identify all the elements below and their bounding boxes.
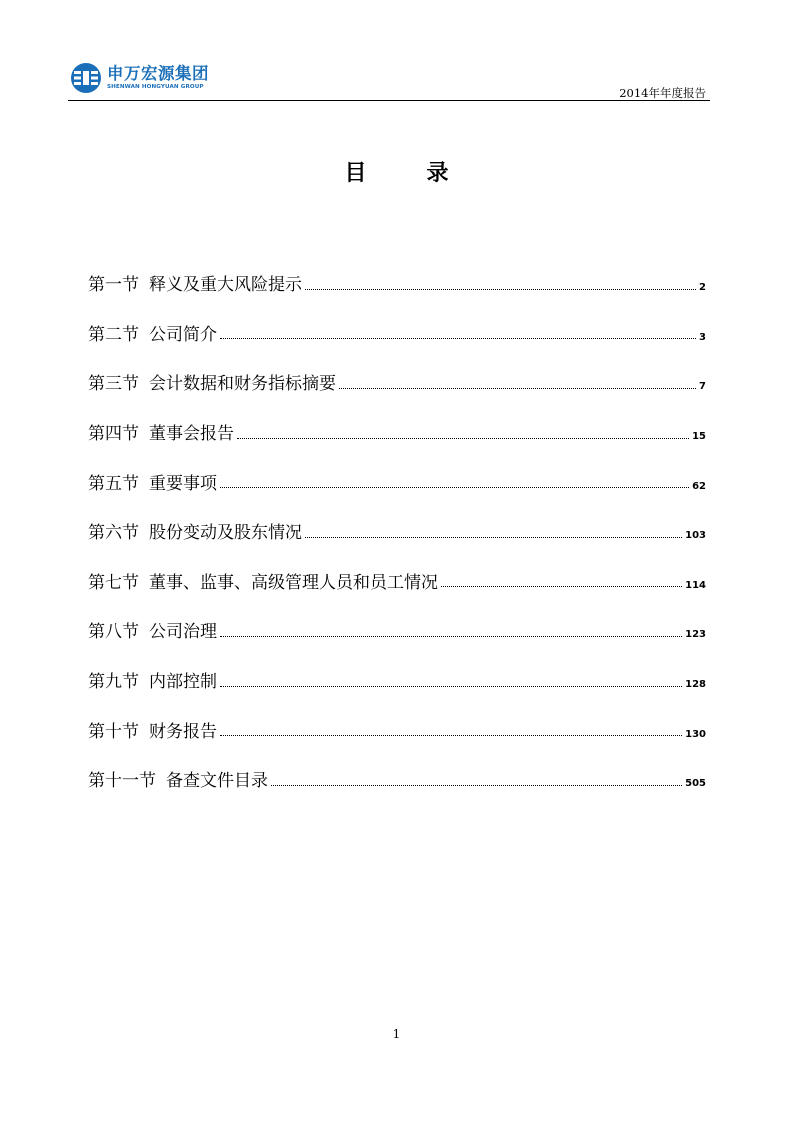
toc-entry-label: [88, 320, 217, 345]
table-of-contents: [88, 258, 706, 804]
toc-entry[interactable]: [88, 556, 706, 606]
toc-entry-label: [88, 270, 302, 295]
toc-section: 第八节: [88, 622, 139, 643]
toc-title: 备查文件目录: [166, 771, 268, 792]
toc-leader-dots: [305, 288, 696, 290]
toc-leader-dots: [220, 635, 682, 637]
toc-section: 第十一节: [88, 771, 156, 792]
toc-section: 第五节: [88, 473, 139, 494]
toc-page-number: 62: [692, 480, 706, 492]
toc-entry[interactable]: [88, 258, 706, 308]
toc-leader-dots: [237, 437, 689, 439]
toc-leader-dots: [220, 734, 682, 736]
page-title: 目录: [344, 161, 509, 186]
toc-title: 股份变动及股东情况: [149, 523, 302, 544]
toc-section: 第四节: [88, 424, 139, 445]
toc-section: 第九节: [88, 672, 139, 693]
toc-title: 内部控制: [149, 672, 217, 693]
toc-leader-dots: [271, 784, 682, 786]
toc-section: 第三节: [88, 374, 139, 395]
toc-page-number: 15: [692, 431, 706, 443]
toc-page-number: 130: [685, 728, 706, 740]
toc-page-number: 123: [685, 629, 706, 641]
toc-entry-label: [88, 518, 302, 543]
toc-title: 公司治理: [149, 622, 217, 643]
toc-entry[interactable]: [88, 357, 706, 407]
toc-title: 董事会报告: [149, 424, 234, 445]
toc-section: 第十节: [88, 721, 139, 742]
toc-section: 第二节: [88, 324, 139, 345]
toc-entry-label: [88, 369, 336, 394]
toc-entry-label: [88, 667, 217, 692]
toc-entry-label: [88, 568, 438, 593]
toc-entry-label: [88, 766, 268, 791]
logo-mark-icon: [70, 62, 102, 94]
toc-title: 财务报告: [149, 721, 217, 742]
toc-entry[interactable]: [88, 655, 706, 705]
toc-entry[interactable]: [88, 704, 706, 754]
toc-entry-label: [88, 617, 217, 642]
toc-entry[interactable]: [88, 456, 706, 506]
toc-entry[interactable]: [88, 754, 706, 804]
toc-title: 重要事项: [149, 473, 217, 494]
toc-page-number: 128: [685, 679, 706, 691]
toc-section: 第一节: [88, 275, 139, 296]
toc-leader-dots: [441, 585, 682, 587]
page-header: [68, 56, 710, 102]
report-label: 2014年年度报告: [619, 86, 706, 100]
toc-entry[interactable]: [88, 605, 706, 655]
toc-title: 董事、监事、高级管理人员和员工情况: [149, 572, 438, 593]
toc-leader-dots: [339, 387, 696, 389]
page-number: 1: [392, 1027, 401, 1041]
toc-page-number: 505: [685, 778, 706, 790]
toc-page-number: 114: [685, 579, 706, 591]
toc-entry[interactable]: [88, 308, 706, 358]
toc-page-number: 2: [699, 282, 706, 294]
toc-leader-dots: [220, 685, 682, 687]
toc-entry-label: [88, 717, 217, 742]
header-divider: [68, 100, 710, 101]
toc-title: 会计数据和财务指标摘要: [149, 374, 336, 395]
toc-entry-label: [88, 419, 234, 444]
toc-page-number: 3: [699, 331, 706, 343]
toc-section: 第七节: [88, 572, 139, 593]
logo-chinese-name: 申万宏源集团: [107, 64, 209, 83]
company-logo: [70, 60, 220, 96]
logo-english-name: SHENWAN HONGYUAN GROUP: [107, 84, 204, 90]
toc-entry-label: [88, 469, 217, 494]
toc-leader-dots: [220, 337, 696, 339]
toc-title: 公司简介: [149, 324, 217, 345]
toc-leader-dots: [305, 536, 682, 538]
toc-leader-dots: [220, 486, 689, 488]
toc-entry[interactable]: [88, 506, 706, 556]
toc-section: 第六节: [88, 523, 139, 544]
toc-page-number: 103: [685, 530, 706, 542]
toc-page-number: 7: [699, 381, 706, 393]
toc-entry[interactable]: [88, 407, 706, 457]
toc-title: 释义及重大风险提示: [149, 275, 302, 296]
